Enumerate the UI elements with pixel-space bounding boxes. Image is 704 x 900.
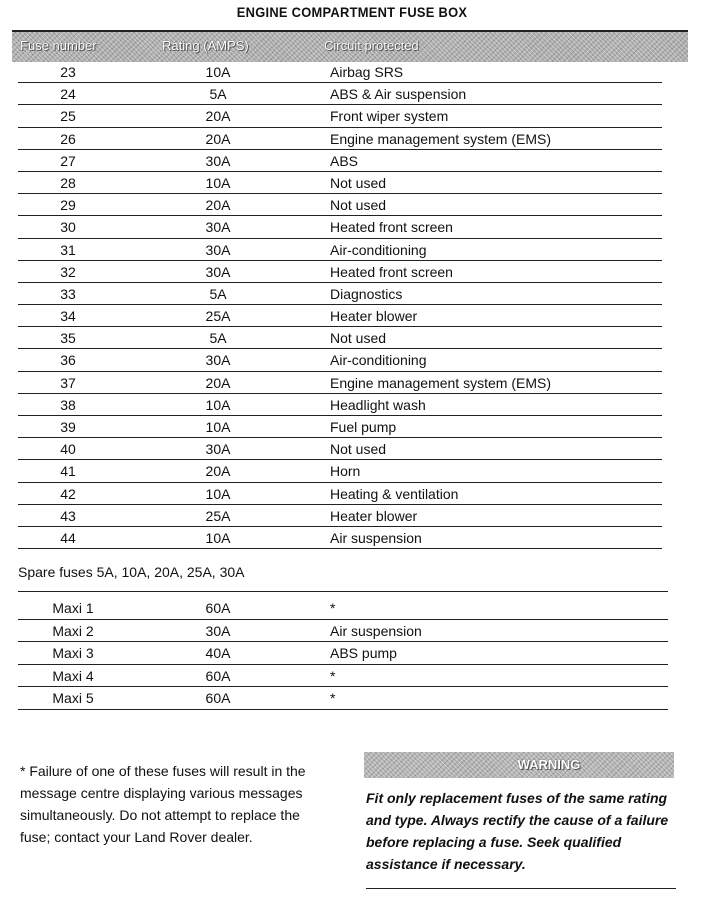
table-row — [18, 83, 662, 105]
fuse-number-cell: Maxi 4 — [52, 667, 94, 684]
circuit-cell: Not used — [330, 174, 387, 191]
table-row — [18, 438, 662, 460]
fuse-number-cell: 31 — [60, 241, 76, 258]
table-header — [12, 30, 688, 62]
fuse-number-cell: Maxi 5 — [52, 690, 94, 706]
circuit-cell: Horn — [330, 463, 361, 480]
rating-cell: 40A — [205, 645, 231, 661]
fuse-number-cell: 23 — [60, 64, 76, 80]
fuse-number-cell: 34 — [60, 308, 76, 325]
fuse-number-cell: 38 — [60, 396, 76, 413]
circuit-cell: Not used — [330, 197, 387, 214]
header-rating: Rating (AMPS) — [162, 38, 249, 53]
table-row — [18, 527, 662, 549]
table-row — [18, 216, 662, 238]
rating-cell: 20A — [205, 463, 231, 480]
divider — [366, 888, 676, 889]
fuse-number-cell: 35 — [60, 330, 76, 347]
table-row — [18, 150, 662, 172]
table-row — [18, 61, 662, 83]
rating-cell: 30A — [205, 219, 231, 236]
rating-cell: 20A — [205, 108, 231, 125]
circuit-cell: Airbag SRS — [330, 64, 404, 80]
rating-cell: 10A — [205, 174, 231, 191]
rating-cell: 20A — [205, 374, 231, 391]
table-row — [18, 483, 662, 505]
warning-text: Fit only replacement fuses of the same rating and type. Always rectify the cause of a failure before replacing a fuse. Seek qualified assistance if necessary. — [366, 790, 669, 872]
fuse-number-cell: 32 — [60, 263, 76, 280]
table-row — [18, 261, 662, 283]
table-row — [18, 665, 668, 688]
fuse-number-cell: 26 — [60, 130, 76, 147]
fuse-number-cell: 30 — [60, 219, 76, 236]
fuse-number-cell: Maxi 3 — [52, 645, 94, 661]
table-row — [18, 687, 668, 710]
rating-cell: 10A — [205, 529, 231, 546]
circuit-cell: Engine management system (EMS) — [330, 130, 551, 147]
table-row — [18, 305, 662, 327]
table-row — [18, 416, 662, 438]
table-row — [18, 620, 668, 643]
divider — [18, 591, 668, 592]
fuse-number-cell: 33 — [60, 285, 76, 302]
rating-cell: 10A — [205, 419, 231, 435]
fuse-number-cell: 37 — [60, 374, 76, 391]
table-row — [18, 194, 662, 216]
circuit-cell: Air suspension — [330, 622, 422, 639]
page-title: ENGINE COMPARTMENT FUSE BOX — [236, 4, 468, 20]
rating-cell: 30A — [205, 263, 231, 280]
fuse-number-cell: 25 — [60, 108, 76, 125]
fuse-number-cell: 44 — [60, 529, 76, 546]
circuit-cell: * — [330, 600, 336, 616]
fuse-number-cell: 24 — [60, 86, 76, 103]
rating-cell: 10A — [205, 396, 231, 413]
rating-cell: 30A — [205, 152, 231, 169]
table-row — [18, 597, 668, 620]
fuse-number-cell: 40 — [60, 441, 76, 458]
fuse-number-cell: Maxi 2 — [52, 622, 94, 639]
circuit-cell: * — [330, 667, 336, 684]
fuse-number-cell: 42 — [60, 485, 76, 502]
circuit-cell: Headlight wash — [330, 396, 426, 413]
rating-cell: 25A — [205, 507, 231, 524]
circuit-cell: Heated front screen — [330, 263, 453, 280]
circuit-cell: ABS pump — [330, 645, 397, 661]
fuse-number-cell: 41 — [60, 463, 76, 480]
rating-cell: 30A — [205, 241, 231, 258]
fuse-number-cell: 36 — [60, 352, 76, 369]
table-row — [18, 239, 662, 261]
circuit-cell: Heater blower — [330, 507, 418, 524]
fuse-number-cell: 43 — [60, 507, 76, 524]
rating-cell: 20A — [205, 197, 231, 214]
circuit-cell: * — [330, 690, 336, 706]
circuit-cell: Heater blower — [330, 308, 418, 325]
rating-cell: 30A — [205, 352, 231, 369]
circuit-cell: Fuel pump — [330, 419, 397, 435]
rating-cell: 10A — [205, 485, 231, 502]
rating-cell: 30A — [205, 441, 231, 458]
circuit-cell: Diagnostics — [330, 285, 403, 302]
warning-heading: WARNING — [517, 757, 581, 772]
table-row — [18, 105, 662, 127]
fuse-number-cell: Maxi 1 — [52, 600, 94, 616]
circuit-cell: Heated front screen — [330, 219, 453, 236]
fuse-number-cell: 39 — [60, 419, 76, 435]
header-fuse-number: Fuse number — [20, 38, 97, 53]
table-row — [18, 372, 662, 394]
table-row — [18, 283, 662, 305]
maxi-fuse-table — [18, 597, 668, 710]
rating-cell: 5A — [209, 285, 227, 302]
table-row — [18, 505, 662, 527]
table-row — [18, 394, 662, 416]
rating-cell: 10A — [205, 64, 231, 80]
rating-cell: 5A — [209, 86, 227, 103]
circuit-cell: ABS — [330, 152, 359, 169]
circuit-cell: Front wiper system — [330, 108, 449, 125]
rating-cell: 60A — [205, 667, 231, 684]
circuit-cell: Not used — [330, 441, 387, 458]
spare-fuses-note: Spare fuses 5A, 10A, 20A, 25A, 30A — [18, 564, 245, 580]
table-row — [18, 128, 662, 150]
warning-heading-bar — [364, 752, 674, 778]
table-row — [18, 349, 662, 371]
table-row — [18, 172, 662, 194]
header-circuit: Circuit protected — [324, 38, 419, 53]
circuit-cell: Air suspension — [330, 529, 422, 546]
fuse-table — [18, 61, 662, 549]
circuit-cell: ABS & Air suspension — [330, 86, 467, 103]
rating-cell: 25A — [205, 308, 231, 325]
table-row — [18, 460, 662, 482]
circuit-cell: Engine management system (EMS) — [330, 374, 551, 391]
circuit-cell: Heating & ventilation — [330, 485, 459, 502]
rating-cell: 20A — [205, 130, 231, 147]
footnote: * Failure of one of these fuses will result in the message centre displaying various messages simultaneously. Do not attempt to replace the fuse; contact your Land Rover dealer. — [20, 763, 306, 845]
rating-cell: 60A — [205, 690, 231, 706]
circuit-cell: Air-conditioning — [330, 241, 427, 258]
fuse-number-cell: 28 — [60, 174, 76, 191]
rating-cell: 5A — [209, 330, 227, 347]
rating-cell: 60A — [205, 600, 231, 616]
rating-cell: 30A — [205, 622, 231, 639]
table-row — [18, 642, 668, 665]
fuse-number-cell: 27 — [60, 152, 76, 169]
circuit-cell: Not used — [330, 330, 387, 347]
table-row — [18, 327, 662, 349]
circuit-cell: Air-conditioning — [330, 352, 427, 369]
fuse-number-cell: 29 — [60, 197, 76, 214]
